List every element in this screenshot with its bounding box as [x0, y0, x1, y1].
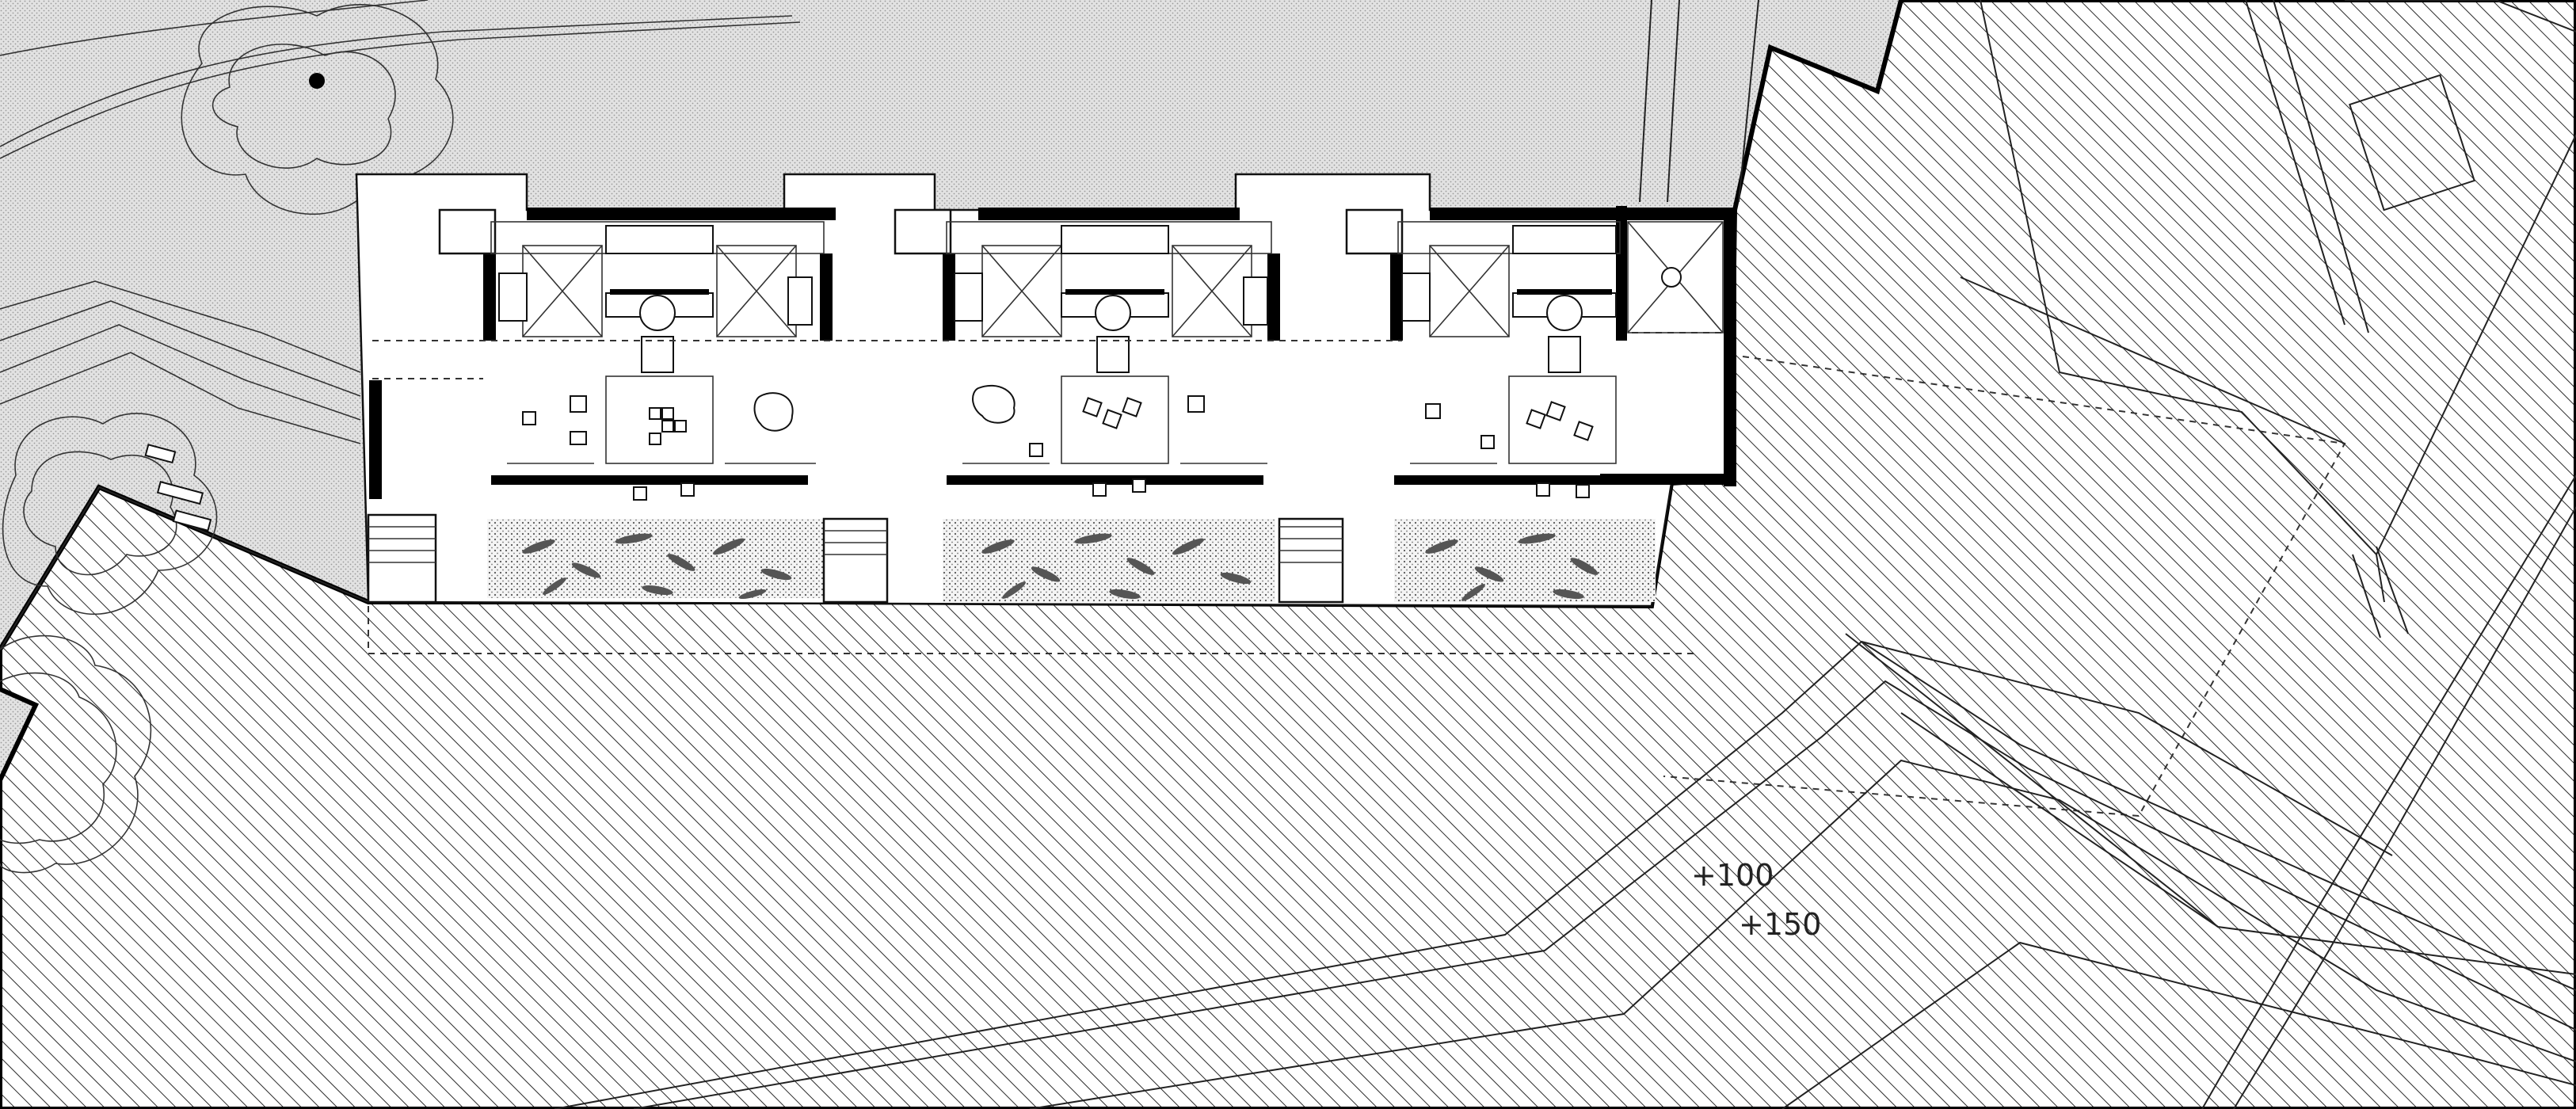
- planting-strip-3: [1394, 519, 1656, 602]
- tree-trunk-dot: [309, 73, 325, 89]
- elevation-label-150: +150: [1739, 907, 1822, 942]
- planting-strip-2: [943, 519, 1275, 602]
- building: [356, 174, 1736, 606]
- elevation-label-100: +100: [1691, 858, 1774, 893]
